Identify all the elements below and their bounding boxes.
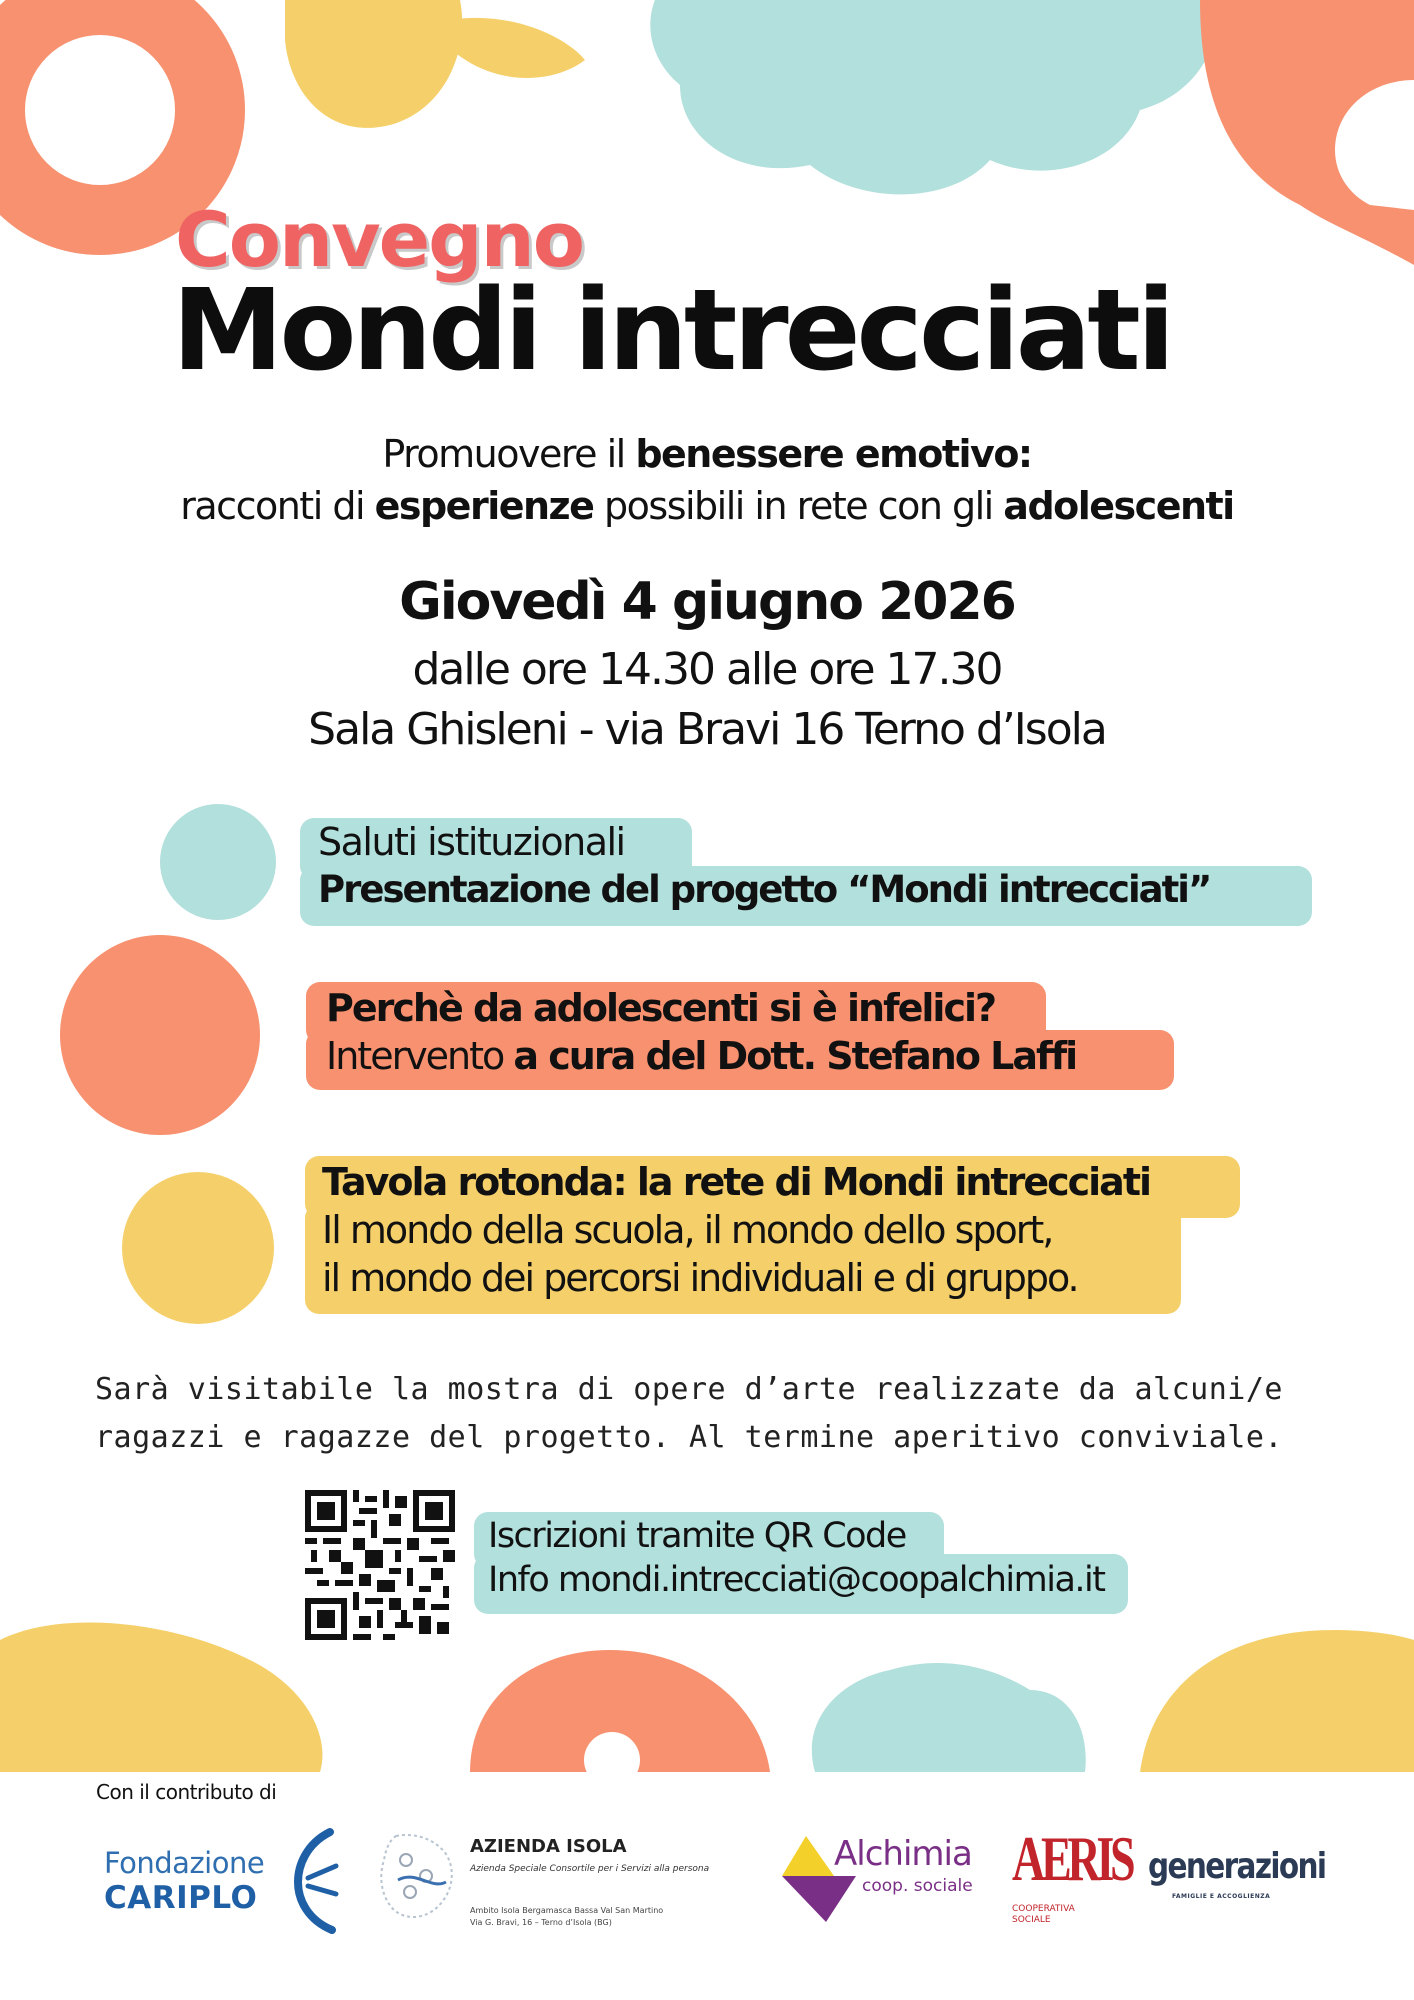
aeris-logo-tagline-2: SOCIALE — [1012, 1915, 1051, 1925]
bottom-yellow-wave — [0, 1623, 322, 1772]
aeris-logo-name: AERIS — [1012, 1823, 1132, 1894]
program-item-2-subtitle — [326, 1032, 1076, 1080]
subtitle-emphasis: benessere emotivo: — [635, 432, 1032, 476]
coral-circle — [60, 935, 260, 1135]
subtitle-text: racconti di — [180, 484, 375, 528]
registration-text: Iscrizioni tramite QR Code — [488, 1516, 906, 1556]
sponsors-label: Con il contributo di — [96, 1780, 277, 1804]
yellow-circle — [122, 1172, 274, 1324]
program-item-1-subtitle: Presentazione del progetto “Mondi intrecciati” — [318, 868, 1211, 911]
subtitle-text: Promuovere il — [382, 432, 636, 476]
subtitle-emphasis: adolescenti — [1003, 484, 1234, 528]
yellow-leaf-shape — [430, 18, 585, 78]
event-venue: Sala Ghisleni - via Bravi 16 Terno d’Isola — [308, 704, 1106, 755]
azienda-isola-map-icon — [376, 1830, 460, 1926]
aeris-logo-tagline-1: COOPERATIVA — [1012, 1904, 1075, 1914]
program-item-2-title: Perchè da adolescenti si è infelici? — [326, 986, 996, 1030]
speaker-name: a cura del Dott. Stefano Laffi — [513, 1034, 1077, 1078]
alchimia-logo-tagline: coop. sociale — [862, 1876, 973, 1896]
cariplo-mark-icon — [292, 1826, 340, 1936]
event-kicker: Convegno — [175, 195, 583, 284]
speaker-prefix: Intervento — [326, 1034, 514, 1078]
event-time: dalle ore 14.30 alle ore 17.30 — [412, 644, 1002, 695]
bottom-yellow-fan — [1140, 1630, 1414, 1772]
page-title: Mondi intrecciati — [172, 266, 1172, 396]
program-item-3-line-2: Il mondo della scuola, il mondo dello sport, — [322, 1208, 1053, 1252]
cariplo-logo-line-2: CARIPLO — [104, 1880, 258, 1916]
coral-ring-shape — [0, 0, 210, 220]
yellow-petal-shape — [285, 0, 462, 128]
alchimia-logo-name: Alchimia — [834, 1834, 972, 1874]
coral-arch-hole — [584, 1732, 640, 1788]
program-item-3-line-3: il mondo dei percorsi individuali e di gruppo. — [322, 1256, 1078, 1300]
teal-circle — [160, 804, 276, 920]
exhibition-note-line-1: Sarà visitabile la mostra di opere d’arte realizzate da alcuni/e — [95, 1372, 1283, 1407]
event-date: Giovedì 4 giugno 2026 — [399, 572, 1015, 632]
azienda-isola-tagline: Azienda Speciale Consortile per i Servizi alla persona — [470, 1864, 710, 1874]
generazioni-logo-name: generazioni — [1148, 1846, 1326, 1887]
cariplo-logo-line-1: Fondazione — [104, 1846, 265, 1880]
generazioni-logo-tagline: FAMIGLIE E ACCOGLIENZA — [1172, 1893, 1271, 1900]
subtitle-line-2 — [0, 484, 1414, 528]
azienda-isola-address-2: Via G. Bravi, 16 – Terno d’Isola (BG) — [470, 1918, 612, 1927]
exhibition-note-line-2: ragazzi e ragazze del progetto. Al termine aperitivo conviviale. — [95, 1420, 1283, 1455]
teal-cloud-shape — [650, 0, 1217, 194]
subtitle-emphasis: esperienze — [374, 484, 594, 528]
qr-code-icon[interactable] — [305, 1490, 455, 1640]
program-item-1-title: Saluti istituzionali — [318, 820, 625, 864]
subtitle-line-1 — [0, 432, 1414, 476]
subtitle-text: possibili in rete con gli — [593, 484, 1004, 528]
bottom-teal-shape — [812, 1663, 1086, 1772]
azienda-isola-name: AZIENDA ISOLA — [470, 1836, 627, 1857]
azienda-isola-address-1: Ambito Isola Bergamasca Bassa Val San Martino — [470, 1906, 664, 1915]
program-item-3-title: Tavola rotonda: la rete di Mondi intrecciati — [322, 1160, 1151, 1204]
contact-email-link[interactable]: Info mondi.intrecciati@coopalchimia.it — [488, 1560, 1105, 1600]
